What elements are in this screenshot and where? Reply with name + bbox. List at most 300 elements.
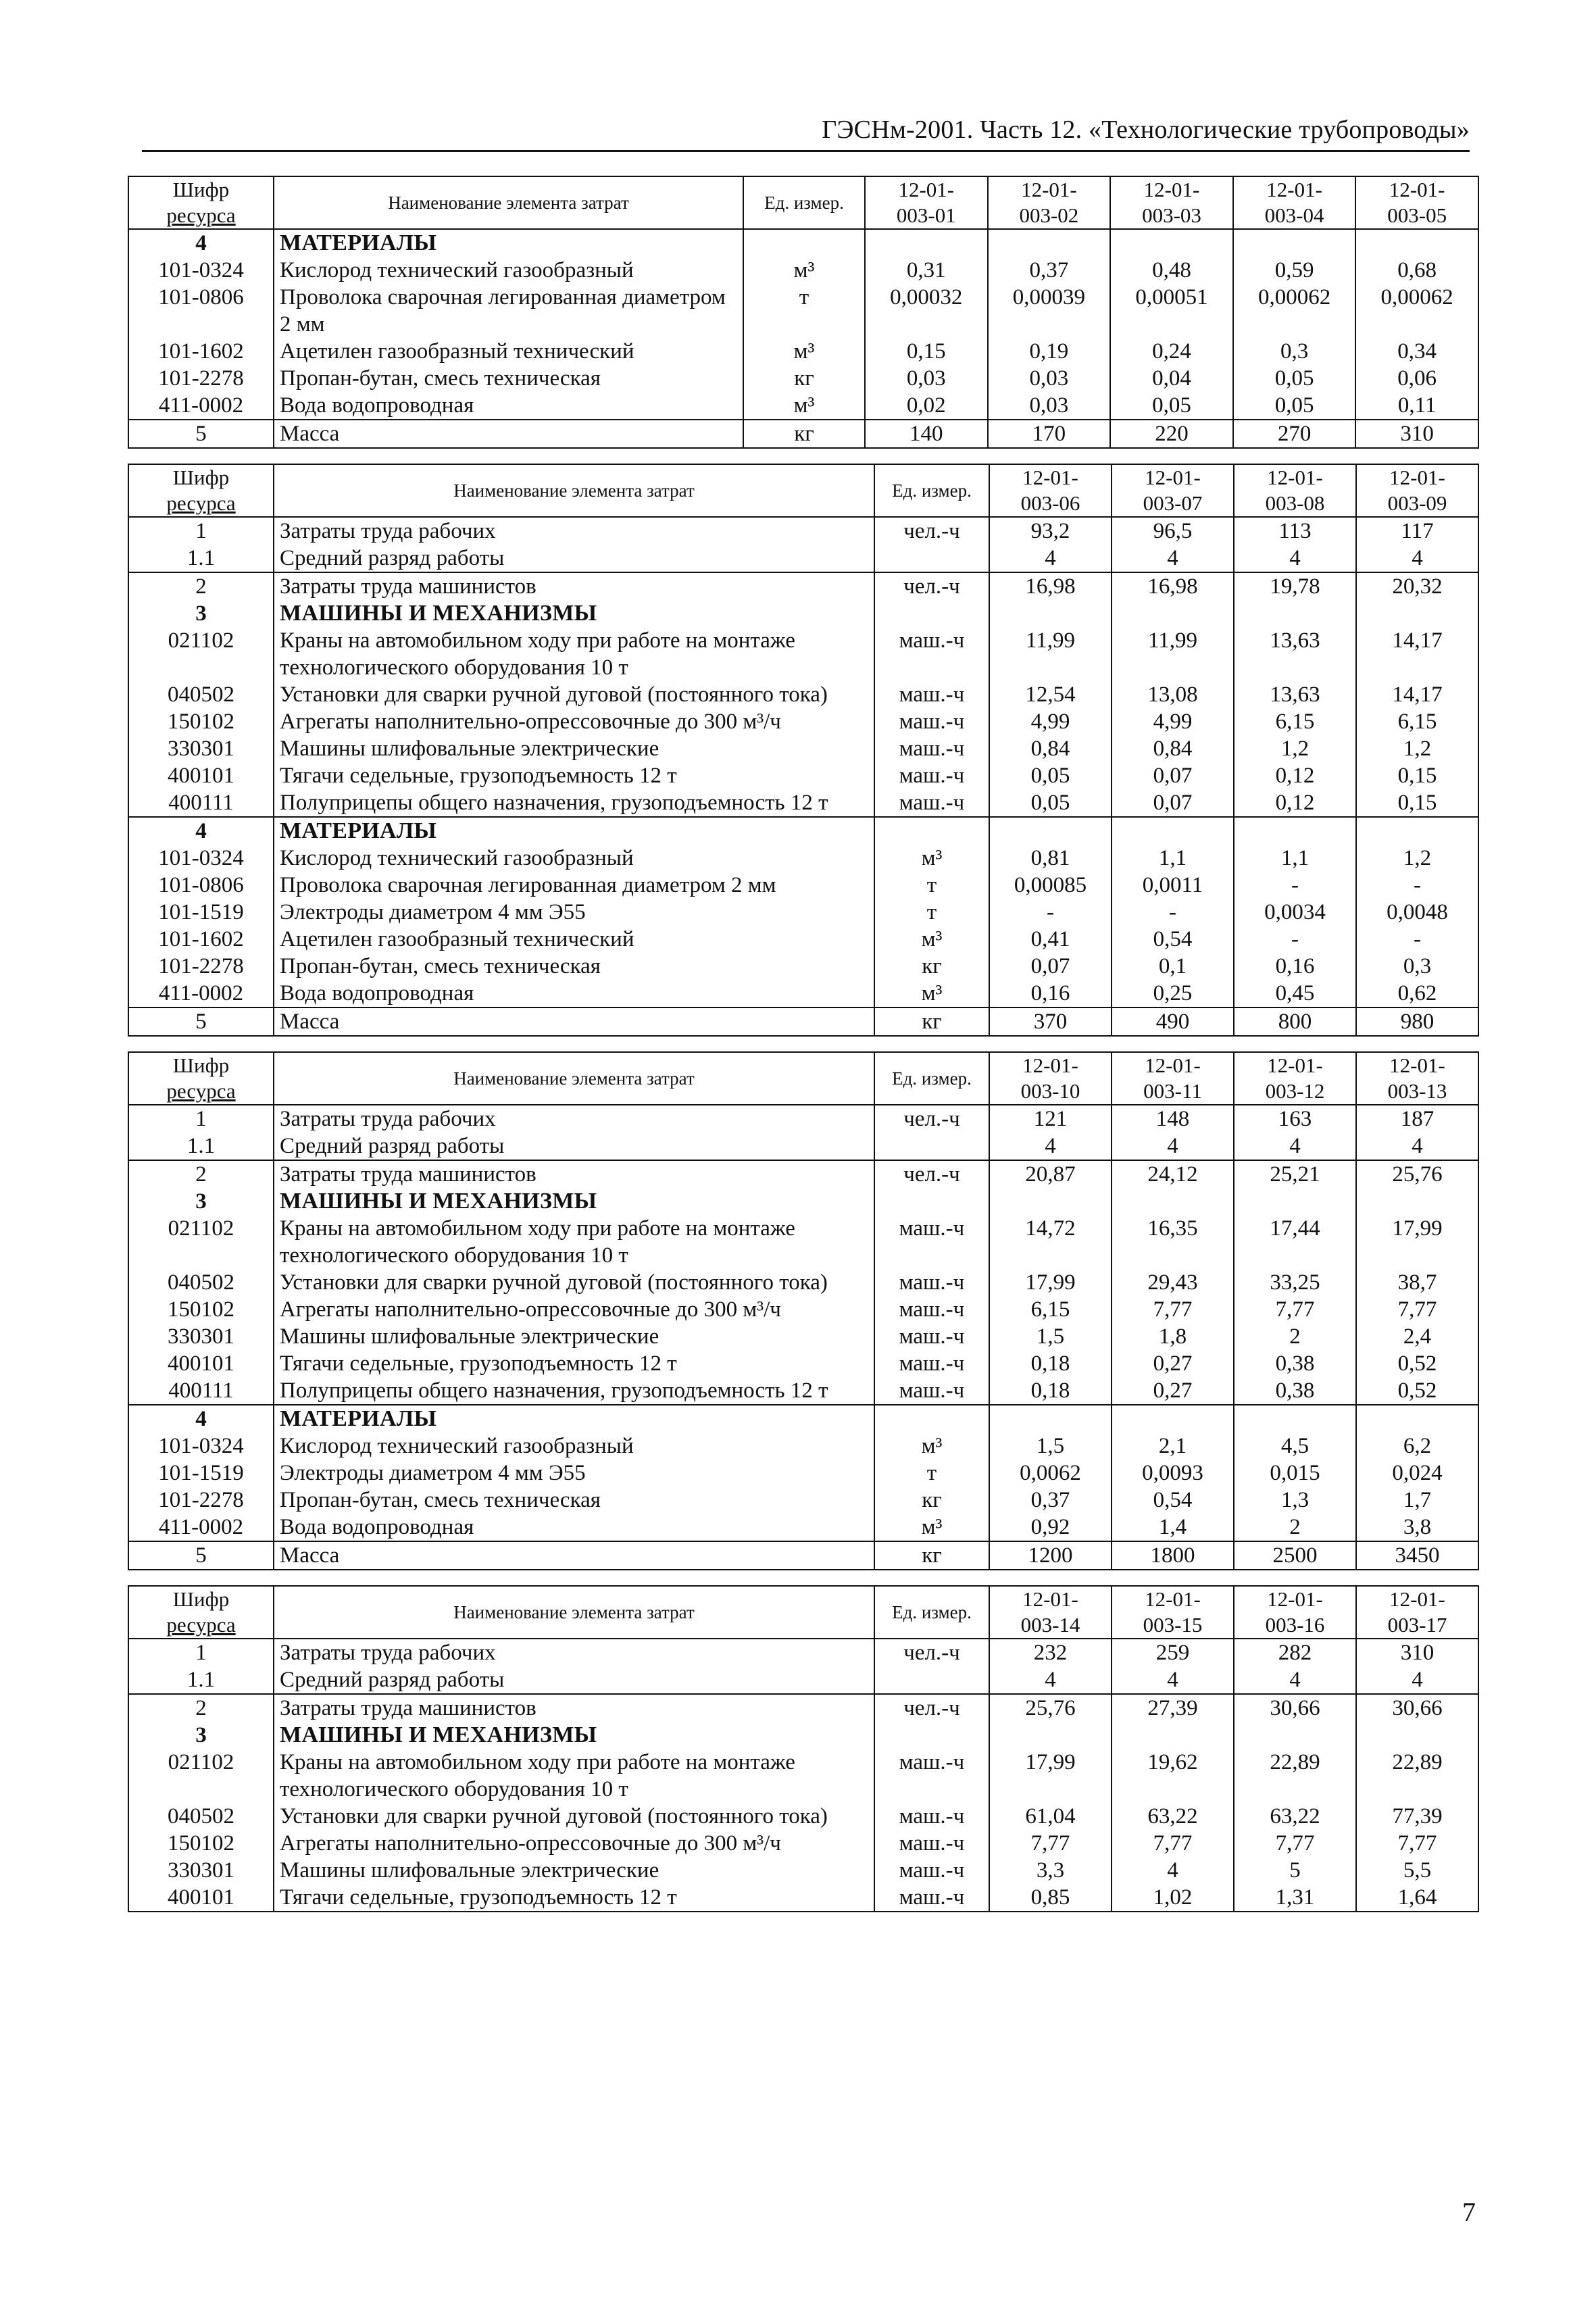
resource-code: 150102: [128, 708, 274, 735]
section-title: МАШИНЫ И МЕХАНИЗМЫ: [274, 1188, 874, 1215]
norm-value: 0,59: [1233, 257, 1356, 284]
table-header-row: [128, 464, 1478, 517]
cost-element-name: Установки для сварки ручной дуговой (постоянного тока): [274, 681, 874, 708]
norm-value: 0,0048: [1356, 899, 1478, 926]
table-row: [128, 1460, 1478, 1487]
header-resource-code: [128, 1586, 274, 1639]
section-title: МАШИНЫ И МЕХАНИЗМЫ: [274, 600, 874, 627]
resource-code: 400101: [128, 762, 274, 789]
table-row: [128, 1160, 1478, 1188]
resource-code: 101-1602: [128, 926, 274, 953]
norm-value: 0,06: [1355, 365, 1478, 392]
norm-value: 0,37: [989, 1487, 1112, 1514]
norm-value: 13,63: [1234, 681, 1356, 708]
unit: маш.-ч: [874, 1215, 989, 1269]
cost-element-name: Вода водопроводная: [274, 392, 743, 420]
norm-value: 7,77: [989, 1830, 1112, 1857]
table-row: [128, 1857, 1478, 1884]
cost-element-name: Затраты труда машинистов: [274, 1160, 874, 1188]
cost-element-name: Машины шлифовальные электрические: [274, 1323, 874, 1350]
norm-value: 6,15: [1234, 708, 1356, 735]
norm-value: 19,62: [1112, 1749, 1234, 1803]
norm-value: 13,63: [1234, 627, 1356, 681]
norm-value: [1356, 600, 1478, 627]
cost-element-name: Установки для сварки ручной дуговой (постоянного тока): [274, 1803, 874, 1830]
norm-value: 13,08: [1112, 681, 1234, 708]
page-header: [142, 108, 1470, 152]
norm-value: 4: [1112, 545, 1234, 572]
unit: т: [743, 284, 865, 338]
norm-value: 16,35: [1112, 1215, 1234, 1269]
norm-value: 1,1: [1112, 845, 1234, 872]
cost-element-name: Затраты труда машинистов: [274, 1694, 874, 1722]
norm-value: 4: [989, 1666, 1112, 1694]
unit: чел.-ч: [874, 517, 989, 545]
norm-value: 0,12: [1234, 762, 1356, 789]
norm-value: 11,99: [1112, 627, 1234, 681]
norm-code-top: 12-01-: [1145, 1587, 1201, 1611]
table-row: [128, 1803, 1478, 1830]
norm-value: 14,17: [1356, 627, 1478, 681]
norm-value: 0,0093: [1112, 1460, 1234, 1487]
norm-value: 11,99: [989, 627, 1112, 681]
unit: чел.-ч: [874, 1639, 989, 1666]
norm-value: 0,00051: [1110, 284, 1233, 338]
norm-value: 4,99: [1112, 708, 1234, 735]
norm-value: 5: [1234, 1857, 1356, 1884]
norm-value: 0,18: [989, 1350, 1112, 1377]
norm-value: 0,92: [989, 1514, 1112, 1541]
header-norm-code: [1234, 1052, 1356, 1105]
resource-table-4: [128, 1585, 1479, 1912]
resource-code: 101-0806: [128, 284, 274, 338]
norm-value: 7,77: [1234, 1830, 1356, 1857]
table-row: [128, 899, 1478, 926]
norm-value: 0,00062: [1355, 284, 1478, 338]
table-row: [128, 1694, 1478, 1722]
norm-value: 96,5: [1112, 517, 1234, 545]
unit: т: [874, 1460, 989, 1487]
norm-value: 0,68: [1355, 257, 1478, 284]
norm-value: 7,77: [1112, 1830, 1234, 1857]
header-code-line1: Шифр: [172, 1053, 230, 1077]
table-row: [128, 257, 1478, 284]
cost-element-name: Тягачи седельные, грузоподъемность 12 т: [274, 1884, 874, 1912]
table-row: [128, 627, 1478, 681]
norm-value: 2: [1234, 1514, 1356, 1541]
resource-code: 2: [128, 572, 274, 600]
norm-value: [1112, 600, 1234, 627]
norm-value: 16,98: [1112, 572, 1234, 600]
cost-element-name: Проволока сварочная легированная диаметром 2 мм: [274, 284, 743, 338]
norm-code-bottom: 003-16: [1265, 1613, 1325, 1637]
norm-value: 7,77: [1356, 1830, 1478, 1857]
cost-element-name: Кислород технический газообразный: [274, 1433, 874, 1460]
norm-value: 3450: [1356, 1541, 1478, 1570]
resource-code: 1: [128, 517, 274, 545]
norm-code-bottom: 003-15: [1143, 1613, 1203, 1637]
norm-value: [1112, 817, 1234, 845]
norm-code-bottom: 003-05: [1387, 203, 1447, 227]
norm-value: 0,15: [865, 338, 988, 365]
norm-value: 0,27: [1112, 1350, 1234, 1377]
header-norm-code: [1234, 464, 1356, 517]
norm-value: 0,31: [865, 257, 988, 284]
norm-value: 1200: [989, 1541, 1112, 1570]
norm-value: 5,5: [1356, 1857, 1478, 1884]
norm-value: 63,22: [1234, 1803, 1356, 1830]
section-row: [128, 229, 1478, 257]
unit: маш.-ч: [874, 708, 989, 735]
norm-code-bottom: 003-07: [1143, 491, 1203, 515]
norm-value: 4: [1112, 1132, 1234, 1160]
unit: м³: [874, 845, 989, 872]
norm-value: 0,3: [1356, 953, 1478, 980]
norm-code-top: 12-01-: [1143, 178, 1200, 201]
table-row: [128, 572, 1478, 600]
norm-value: 1,2: [1356, 845, 1478, 872]
cost-element-name: Пропан-бутан, смесь техническая: [274, 365, 743, 392]
norm-value: 4: [1356, 1666, 1478, 1694]
table-row: [128, 517, 1478, 545]
resource-code: 101-2278: [128, 953, 274, 980]
resource-code: 5: [128, 1007, 274, 1036]
norm-value: 0,54: [1112, 1487, 1234, 1514]
resource-code: 5: [128, 1541, 274, 1570]
unit: чел.-ч: [874, 1160, 989, 1188]
resource-code: 040502: [128, 1269, 274, 1296]
header-norm-code: [1112, 464, 1234, 517]
cost-element-name: Кислород технический газообразный: [274, 257, 743, 284]
resource-code: 101-2278: [128, 1487, 274, 1514]
norm-value: 0,27: [1112, 1377, 1234, 1405]
header-norm-code: [1233, 176, 1356, 229]
norm-value: 800: [1234, 1007, 1356, 1036]
norm-value: -: [1234, 926, 1356, 953]
norm-value: 0,0011: [1112, 872, 1234, 899]
unit: маш.-ч: [874, 1323, 989, 1350]
header-code-line1: Шифр: [172, 466, 230, 489]
norm-value: 0,05: [1110, 392, 1233, 420]
resource-code: 4: [128, 1405, 274, 1433]
table-row: [128, 1296, 1478, 1323]
table-row: [128, 1541, 1478, 1570]
norm-value: 0,84: [1112, 735, 1234, 762]
norm-value: 4: [1356, 1132, 1478, 1160]
cost-element-name: Установки для сварки ручной дуговой (постоянного тока): [274, 1269, 874, 1296]
unit: м³: [743, 338, 865, 365]
unit: м³: [874, 1433, 989, 1460]
norm-value: 0,85: [989, 1884, 1112, 1912]
table-row: [128, 845, 1478, 872]
resource-code: 1.1: [128, 545, 274, 572]
norm-value: 0,03: [988, 392, 1111, 420]
norm-value: 27,39: [1112, 1694, 1234, 1722]
norm-value: -: [1356, 872, 1478, 899]
norm-value: 22,89: [1356, 1749, 1478, 1803]
norm-code-bottom: 003-02: [1019, 203, 1079, 227]
table-row: [128, 980, 1478, 1007]
header-resource-code: [128, 176, 274, 229]
norm-value: -: [1234, 872, 1356, 899]
resource-code: 330301: [128, 1857, 274, 1884]
norm-value: 0,05: [1233, 392, 1356, 420]
table-row: [128, 926, 1478, 953]
table-row: [128, 1105, 1478, 1132]
cost-element-name: Краны на автомобильном ходу при работе на монтаже технологического оборудования 10 т: [274, 1215, 874, 1269]
header-cost-element-name: Наименование элемента затрат: [274, 1052, 874, 1105]
norm-value: [1233, 229, 1356, 257]
cost-element-name: Агрегаты наполнительно-опрессовочные до 300 м³/ч: [274, 1830, 874, 1857]
norm-value: [1110, 229, 1233, 257]
resource-table-1: [128, 176, 1479, 449]
resource-code: 3: [128, 1722, 274, 1749]
cost-element-name: Электроды диаметром 4 мм Э55: [274, 899, 874, 926]
cost-element-name: Масса: [274, 1541, 874, 1570]
norm-value: 0,54: [1112, 926, 1234, 953]
resource-code: 040502: [128, 1803, 274, 1830]
header-norm-code: [989, 1052, 1112, 1105]
header-cost-element-name: Наименование элемента затрат: [274, 464, 874, 517]
unit: [874, 1188, 989, 1215]
header-code-line2: ресурса: [166, 1079, 236, 1103]
norm-value: [988, 229, 1111, 257]
norm-value: 1,64: [1356, 1884, 1478, 1912]
resource-code: 2: [128, 1694, 274, 1722]
unit: м³: [743, 392, 865, 420]
norm-value: 3,3: [989, 1857, 1112, 1884]
unit: маш.-ч: [874, 627, 989, 681]
resource-code: 021102: [128, 627, 274, 681]
page-number: 7: [1462, 2197, 1476, 2227]
norm-value: 6,15: [1356, 708, 1478, 735]
cost-element-name: Краны на автомобильном ходу при работе на монтаже технологического оборудования 10 т: [274, 1749, 874, 1803]
norm-code-bottom: 003-06: [1020, 491, 1080, 515]
header-code-line1: Шифр: [172, 178, 230, 201]
norm-value: 4: [989, 1132, 1112, 1160]
resource-code: 150102: [128, 1830, 274, 1857]
norm-value: 17,44: [1234, 1215, 1356, 1269]
unit: т: [874, 872, 989, 899]
norm-value: 2: [1234, 1323, 1356, 1350]
unit: т: [874, 899, 989, 926]
table-header-row: [128, 176, 1478, 229]
unit: маш.-ч: [874, 789, 989, 817]
norm-code-top: 12-01-: [1145, 1053, 1201, 1077]
table-row: [128, 735, 1478, 762]
unit: маш.-ч: [874, 735, 989, 762]
norm-value: 1,4: [1112, 1514, 1234, 1541]
norm-value: [989, 817, 1112, 845]
norm-value: 4: [1112, 1857, 1234, 1884]
section-row: [128, 1722, 1478, 1749]
unit: кг: [874, 1487, 989, 1514]
resource-code: 4: [128, 229, 274, 257]
norm-value: 0,0062: [989, 1460, 1112, 1487]
norm-code-bottom: 003-10: [1020, 1079, 1080, 1103]
table-row: [128, 1007, 1478, 1036]
norm-code-bottom: 003-14: [1020, 1613, 1080, 1637]
section-title: МАТЕРИАЛЫ: [274, 1405, 874, 1433]
norm-value: 1,2: [1356, 735, 1478, 762]
norm-value: [1234, 600, 1356, 627]
unit: [874, 1132, 989, 1160]
table-row: [128, 1884, 1478, 1912]
norm-code-top: 12-01-: [1389, 466, 1445, 489]
resource-code: 400101: [128, 1350, 274, 1377]
norm-value: 0,84: [989, 735, 1112, 762]
resource-code: 1: [128, 1105, 274, 1132]
header-code-line2: ресурса: [166, 1613, 236, 1637]
norm-value: 0,03: [865, 365, 988, 392]
norm-value: 0,38: [1234, 1377, 1356, 1405]
unit: [743, 229, 865, 257]
norm-value: 0,37: [988, 257, 1111, 284]
table-row: [128, 1433, 1478, 1460]
norm-value: 0,41: [989, 926, 1112, 953]
unit: чел.-ч: [874, 1694, 989, 1722]
norm-value: [1112, 1188, 1234, 1215]
norm-code-bottom: 003-08: [1265, 491, 1325, 515]
norm-value: 370: [989, 1007, 1112, 1036]
header-norm-code: [1356, 1586, 1478, 1639]
cost-element-name: Пропан-бутан, смесь техническая: [274, 1487, 874, 1514]
norm-code-top: 12-01-: [1266, 178, 1322, 201]
norm-value: 7,77: [1356, 1296, 1478, 1323]
norm-code-top: 12-01-: [1267, 1053, 1323, 1077]
cost-element-name: Вода водопроводная: [274, 1514, 874, 1541]
unit: чел.-ч: [874, 572, 989, 600]
cost-element-name: Агрегаты наполнительно-опрессовочные до 300 м³/ч: [274, 708, 874, 735]
norm-value: 6,15: [989, 1296, 1112, 1323]
table-row: [128, 284, 1478, 338]
norm-value: [989, 1722, 1112, 1749]
norm-code-top: 12-01-: [1022, 466, 1078, 489]
norm-value: [989, 1188, 1112, 1215]
norm-value: 0,25: [1112, 980, 1234, 1007]
unit: кг: [874, 1541, 989, 1570]
norm-value: 0,00039: [988, 284, 1111, 338]
resource-code: 150102: [128, 1296, 274, 1323]
norm-value: 0,0034: [1234, 899, 1356, 926]
cost-element-name: Вода водопроводная: [274, 980, 874, 1007]
header-norm-code: [1112, 1052, 1234, 1105]
norm-code-top: 12-01-: [1389, 1587, 1445, 1611]
unit: кг: [874, 953, 989, 980]
norm-code-bottom: 003-04: [1264, 203, 1324, 227]
unit: м³: [874, 980, 989, 1007]
table-header-row: [128, 1586, 1478, 1639]
norm-value: 4: [1112, 1666, 1234, 1694]
norm-value: 310: [1356, 1639, 1478, 1666]
resource-code: 3: [128, 1188, 274, 1215]
norm-value: [1234, 1405, 1356, 1433]
norm-value: 163: [1234, 1105, 1356, 1132]
norm-value: 29,43: [1112, 1269, 1234, 1296]
table-row: [128, 681, 1478, 708]
unit: маш.-ч: [874, 1830, 989, 1857]
norm-value: 1,2: [1234, 735, 1356, 762]
resource-code: 1: [128, 1639, 274, 1666]
header-code-line1: Шифр: [172, 1587, 230, 1611]
section-row: [128, 817, 1478, 845]
norm-value: 16,98: [989, 572, 1112, 600]
norm-value: 0,07: [989, 953, 1112, 980]
norm-value: 187: [1356, 1105, 1478, 1132]
unit: чел.-ч: [874, 1105, 989, 1132]
norm-code-top: 12-01-: [1021, 178, 1077, 201]
cost-element-name: Тягачи седельные, грузоподъемность 12 т: [274, 762, 874, 789]
norm-value: 25,76: [1356, 1160, 1478, 1188]
resource-code: 101-0324: [128, 1433, 274, 1460]
unit: маш.-ч: [874, 1884, 989, 1912]
table-row: [128, 1323, 1478, 1350]
norm-value: 0,52: [1356, 1350, 1478, 1377]
unit: маш.-ч: [874, 1296, 989, 1323]
header-norm-code: [1356, 464, 1478, 517]
norm-value: 490: [1112, 1007, 1234, 1036]
unit: маш.-ч: [874, 681, 989, 708]
resource-code: 101-2278: [128, 365, 274, 392]
norm-value: 1800: [1112, 1541, 1234, 1570]
unit: м³: [874, 926, 989, 953]
norm-value: 4: [1356, 545, 1478, 572]
norm-code-bottom: 003-13: [1387, 1079, 1447, 1103]
norm-value: 0,3: [1233, 338, 1356, 365]
unit: м³: [743, 257, 865, 284]
norm-value: 0,015: [1234, 1460, 1356, 1487]
norm-value: -: [1112, 899, 1234, 926]
resource-code: 3: [128, 600, 274, 627]
cost-element-name: Проволока сварочная легированная диаметром 2 мм: [274, 872, 874, 899]
norm-value: 6,2: [1356, 1433, 1478, 1460]
table-row: [128, 1269, 1478, 1296]
resource-table-2: [128, 464, 1479, 1037]
norm-value: 20,87: [989, 1160, 1112, 1188]
norm-code-top: 12-01-: [1267, 466, 1323, 489]
norm-code-bottom: 003-12: [1265, 1079, 1325, 1103]
resource-code: 330301: [128, 735, 274, 762]
norm-value: 0,38: [1234, 1350, 1356, 1377]
document-title: ГЭСНм-2001. Часть 12. «Технологические трубопроводы»: [822, 116, 1470, 144]
unit: кг: [874, 1007, 989, 1036]
header-norm-code: [1234, 1586, 1356, 1639]
resource-tables: [128, 176, 1478, 1927]
cost-element-name: Пропан-бутан, смесь техническая: [274, 953, 874, 980]
norm-value: 77,39: [1356, 1803, 1478, 1830]
norm-code-top: 12-01-: [898, 178, 955, 201]
norm-value: [1112, 1722, 1234, 1749]
norm-value: 4: [1234, 545, 1356, 572]
norm-value: 22,89: [1234, 1749, 1356, 1803]
norm-value: 0,07: [1112, 762, 1234, 789]
cost-element-name: Средний разряд работы: [274, 545, 874, 572]
norm-value: 0,15: [1356, 762, 1478, 789]
section-title: МАТЕРИАЛЫ: [274, 229, 743, 257]
header-norm-code: [865, 176, 988, 229]
norm-value: 12,54: [989, 681, 1112, 708]
norm-code-top: 12-01-: [1145, 466, 1201, 489]
resource-code: 411-0002: [128, 392, 274, 420]
unit: маш.-ч: [874, 1269, 989, 1296]
cost-element-name: Тягачи седельные, грузоподъемность 12 т: [274, 1350, 874, 1377]
header-norm-code: [1110, 176, 1233, 229]
table-row: [128, 872, 1478, 899]
table-row: [128, 1377, 1478, 1405]
norm-value: 14,17: [1356, 681, 1478, 708]
norm-code-bottom: 003-03: [1142, 203, 1201, 227]
cost-element-name: Средний разряд работы: [274, 1666, 874, 1694]
